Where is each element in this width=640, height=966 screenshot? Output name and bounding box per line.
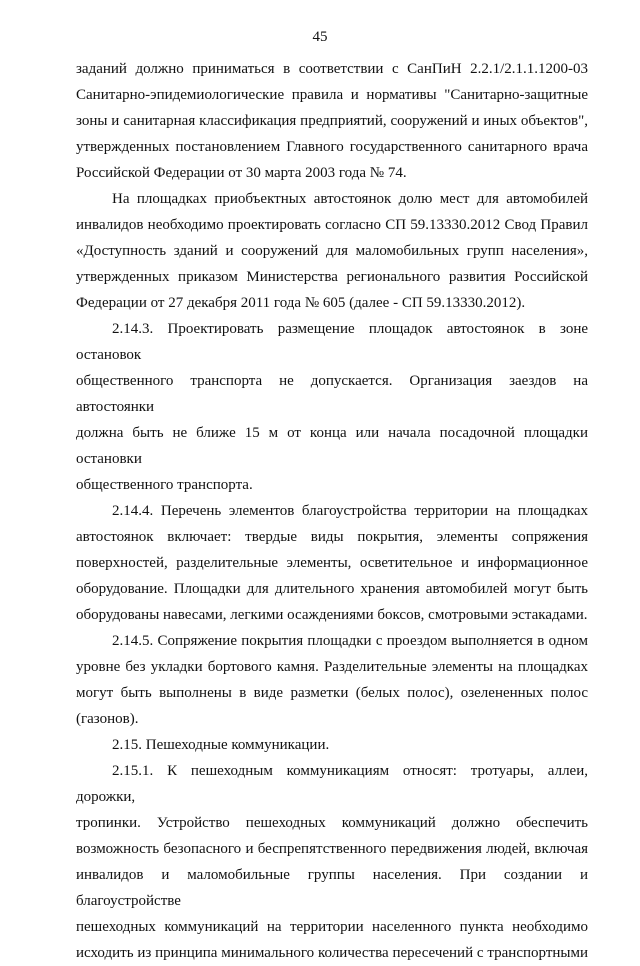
text-line: инвалидов и маломобильные группы населения. При создании и благоустройстве bbox=[76, 867, 588, 909]
text-line: 2.15. Пешеходные коммуникации. bbox=[112, 737, 330, 753]
paragraph-2-15-1 bbox=[76, 758, 588, 966]
text-line: 2.14.5. Сопряжение покрытия площадки с проездом выполняется в одном bbox=[112, 633, 588, 649]
paragraph-1 bbox=[76, 56, 588, 186]
text-line: утвержденных постановлением Главного государственного санитарного врача bbox=[76, 139, 588, 155]
text-line: исходить из принципа минимального количества пересечений с транспортными bbox=[76, 945, 588, 961]
paragraph-2-14-3 bbox=[76, 316, 588, 498]
text-line: общественного транспорта не допускается. Организация заездов на автостоянки bbox=[76, 373, 588, 415]
text-line: оборудование. Площадки для длительного хранения автомобилей могут быть bbox=[76, 581, 588, 597]
text-line: поверхностей, разделительные элементы, осветительное и информационное bbox=[76, 555, 588, 571]
document-body bbox=[76, 56, 588, 966]
text-line: пешеходных коммуникаций на территории населенного пункта необходимо bbox=[76, 919, 588, 935]
text-line: заданий должно приниматься в соответствии с СанПиН 2.2.1/2.1.1.1200-03 bbox=[76, 61, 588, 77]
text-line: утвержденных приказом Министерства регионального развития Российской bbox=[76, 269, 588, 285]
text-line: «Доступность зданий и сооружений для маломобильных групп населения», bbox=[76, 243, 588, 259]
page-number: 45 bbox=[312, 29, 328, 45]
text-line: инвалидов необходимо проектировать согласно СП 59.13330.2012 Свод Правил bbox=[76, 217, 588, 233]
paragraph-2 bbox=[76, 186, 588, 316]
text-line: На площадках приобъектных автостоянок долю мест для автомобилей bbox=[112, 191, 588, 207]
text-line: 2.14.3. Проектировать размещение площадок автостоянок в зоне остановок bbox=[76, 321, 588, 363]
text-line: зоны и санитарная классификация предприятий, сооружений и иных объектов", bbox=[76, 113, 588, 129]
text-line: 2.14.4. Перечень элементов благоустройства территории на площадках bbox=[112, 503, 588, 519]
text-line: 2.15.1. К пешеходным коммуникациям относят: тротуары, аллеи, дорожки, bbox=[76, 763, 588, 805]
text-line: должна быть не ближе 15 м от конца или начала посадочной площадки остановки bbox=[76, 425, 588, 467]
text-line: Федерации от 27 декабря 2011 года № 605 (далее - СП 59.13330.2012). bbox=[76, 295, 526, 311]
text-line: тропинки. Устройство пешеходных коммуникаций должно обеспечить bbox=[76, 815, 588, 831]
text-line: (газонов). bbox=[76, 711, 139, 727]
text-line: Российской Федерации от 30 марта 2003 года № 74. bbox=[76, 165, 407, 181]
paragraph-2-14-5 bbox=[76, 628, 588, 732]
text-line: возможность безопасного и беспрепятственного передвижения людей, включая bbox=[76, 841, 588, 857]
text-line: оборудованы навесами, легкими осаждениями боксов, смотровыми эстакадами. bbox=[76, 607, 588, 623]
paragraph-2-14-4 bbox=[76, 498, 588, 628]
text-line: могут быть выполнены в виде разметки (белых полос), озелененных полос bbox=[76, 685, 588, 701]
section-heading-2-15 bbox=[76, 732, 588, 758]
text-line: общественного транспорта. bbox=[76, 477, 253, 493]
text-line: автостоянок включает: твердые виды покрытия, элементы сопряжения bbox=[76, 529, 588, 545]
text-line: Санитарно-эпидемиологические правила и нормативы "Санитарно-защитные bbox=[76, 87, 588, 103]
text-line: уровне без укладки бортового камня. Разделительные элементы на площадках bbox=[76, 659, 588, 675]
